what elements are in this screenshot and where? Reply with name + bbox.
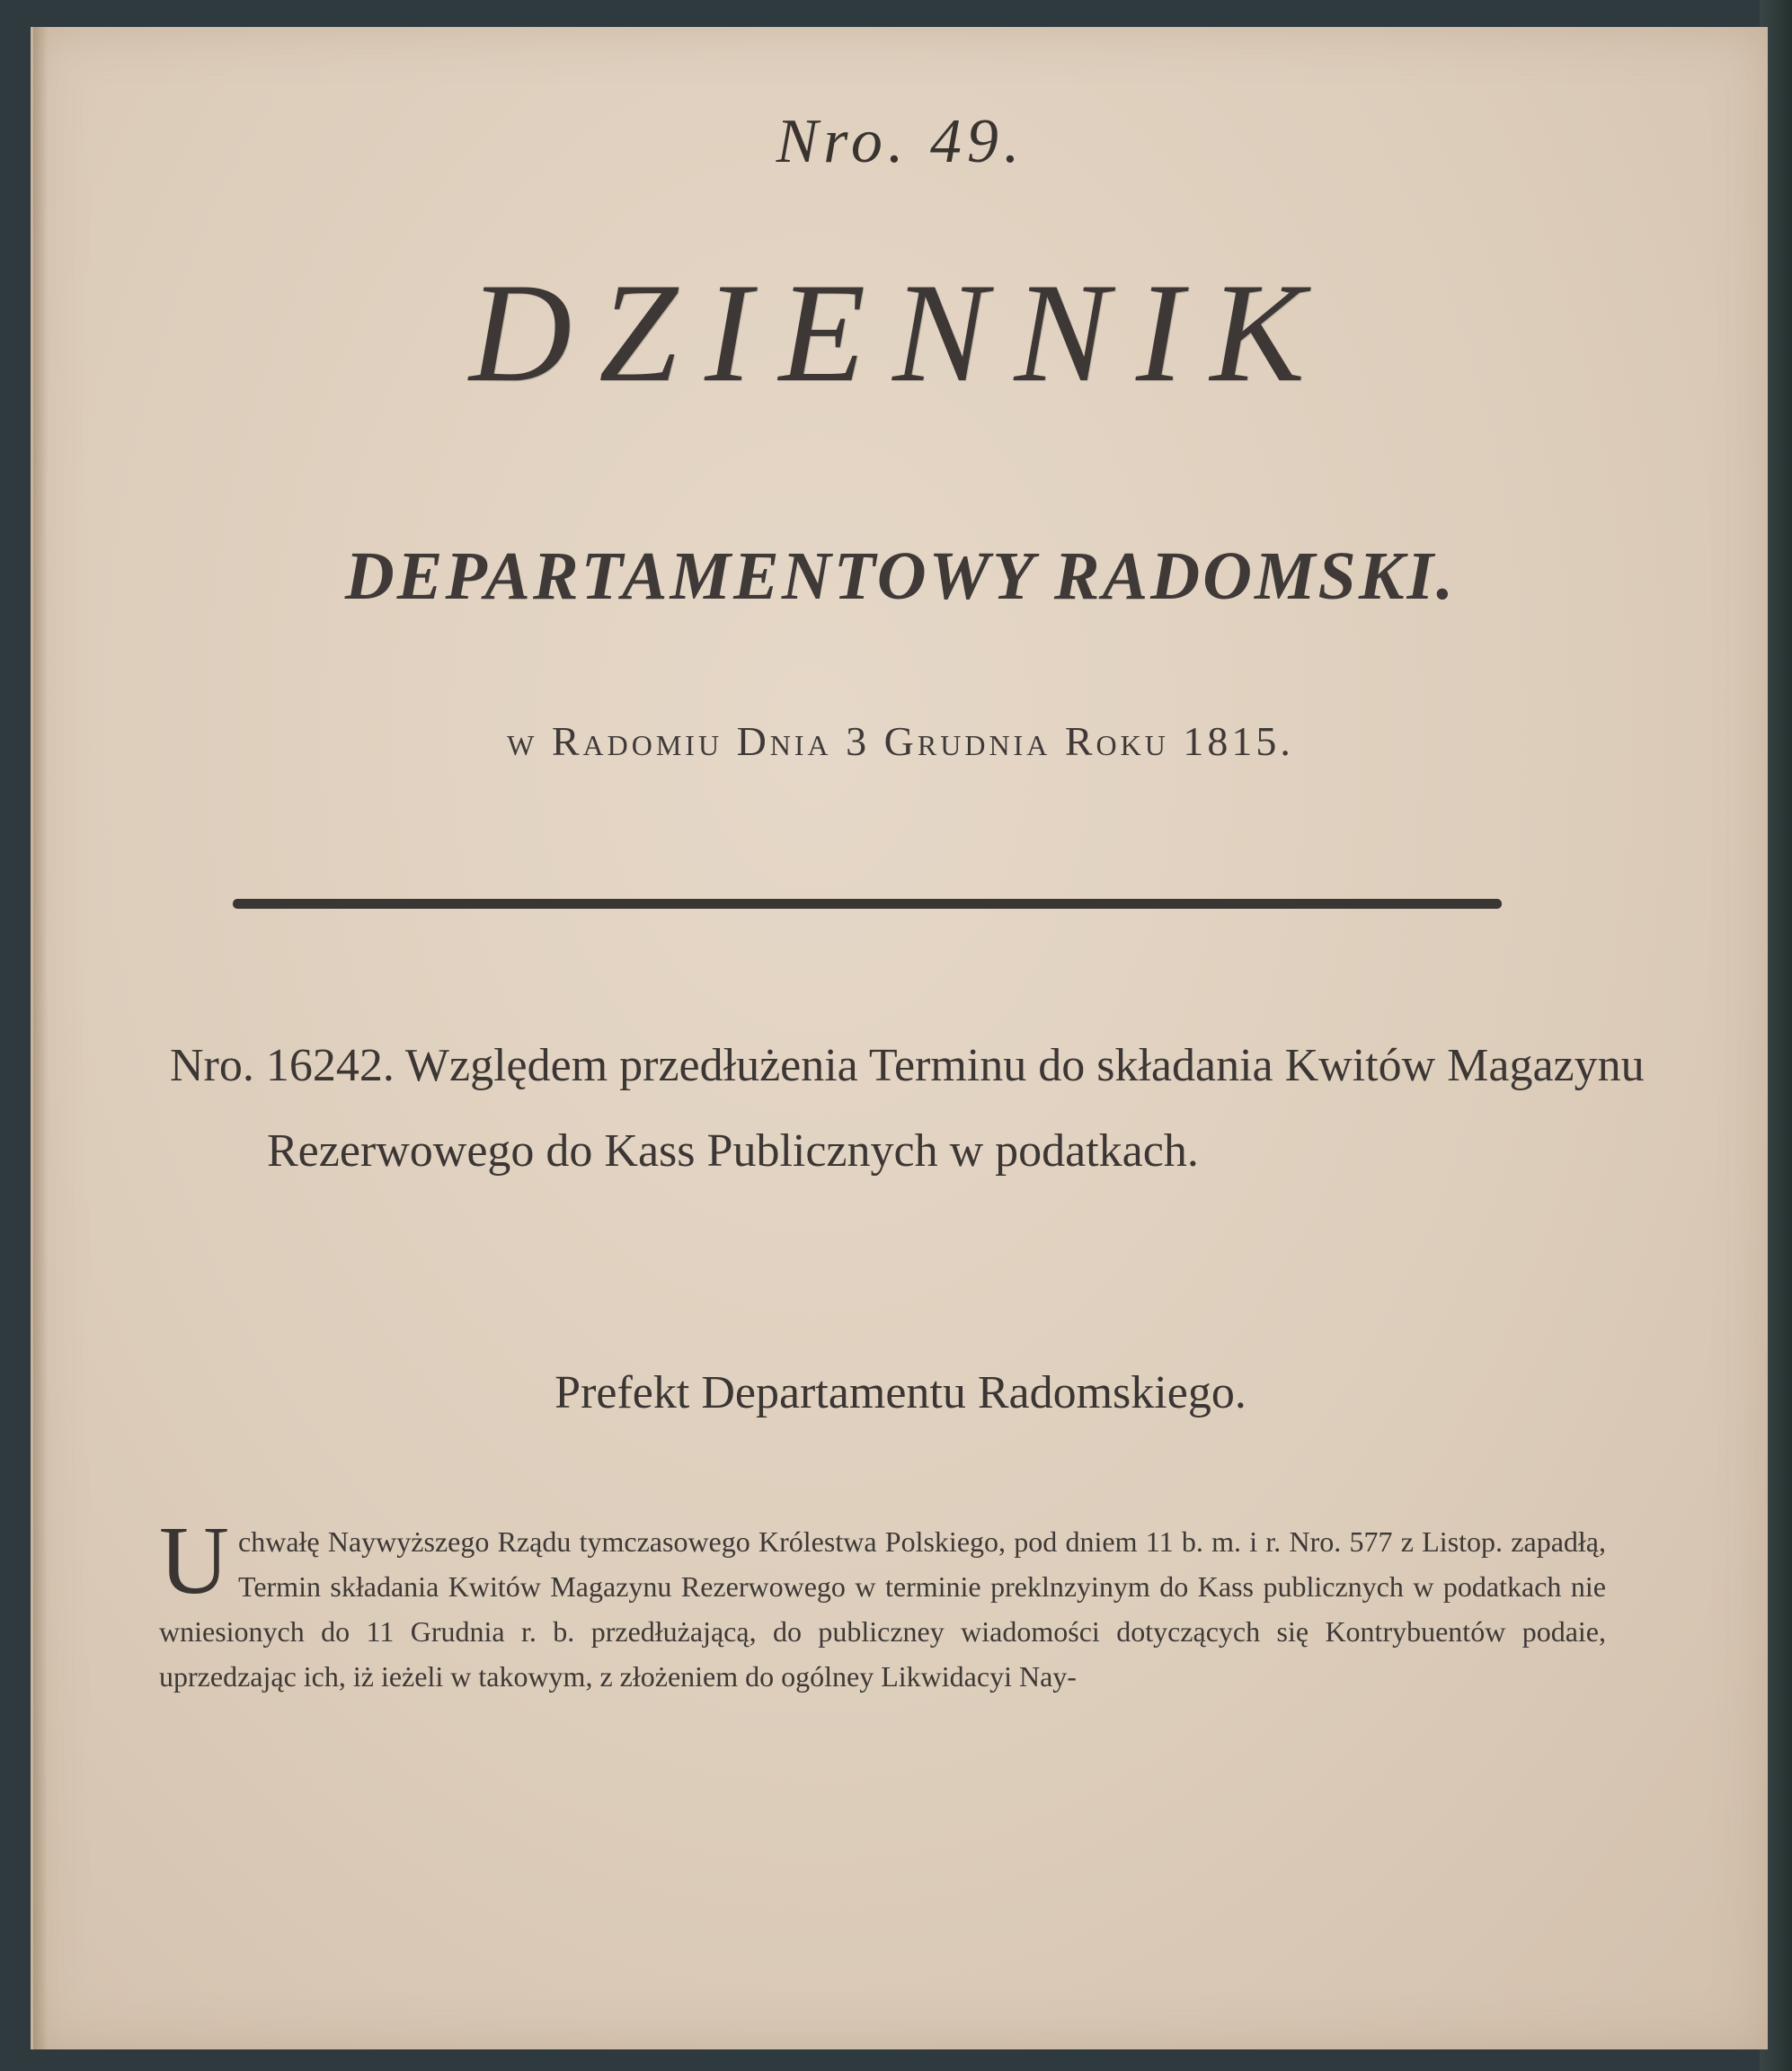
notice-body	[159, 1507, 1606, 1699]
masthead-subtitle: DEPARTAMENTOWY RADOMSKI.	[344, 538, 1457, 614]
drop-cap: U	[159, 1507, 229, 1614]
notice-signatory: Prefekt Departamentu Radomskiego.	[554, 1367, 1246, 1418]
notice-heading: Nro. 16242. Względem przedłużenia Terminu do składania Kwitów Magazynu Rezerwowego do Kass Publicznych w podatkach.	[170, 1040, 1645, 1177]
dateline: w Radomiu Dnia 3 Grudnia Roku 1815.	[507, 718, 1294, 764]
issue-number: Nro. 49.	[776, 107, 1025, 176]
masthead-title: DZIENNIK	[469, 254, 1332, 412]
newspaper-page	[31, 27, 1768, 2049]
header-divider-rule	[233, 899, 1502, 909]
notice-body-text: chwałę Naywyższego Rządu tymczasowego Królestwa Polskiego, pod dniem 11 b. m. i r. Nro. 577 z Listop. zapadłą, Termin składania Kwitów Magazynu Rezerwowego w terminie preklnzyinym do Kass publicznych w podatkach nie wniesionych do 11 Grudnia r. b. przedłużającą, do publiczney wiadomości dotyczących się Kontrybuentów podaie, uprzedzając ich, iż ieżeli w takowym, z złożeniem do ogólney Likwidacyi Nay-	[159, 1525, 1606, 1693]
